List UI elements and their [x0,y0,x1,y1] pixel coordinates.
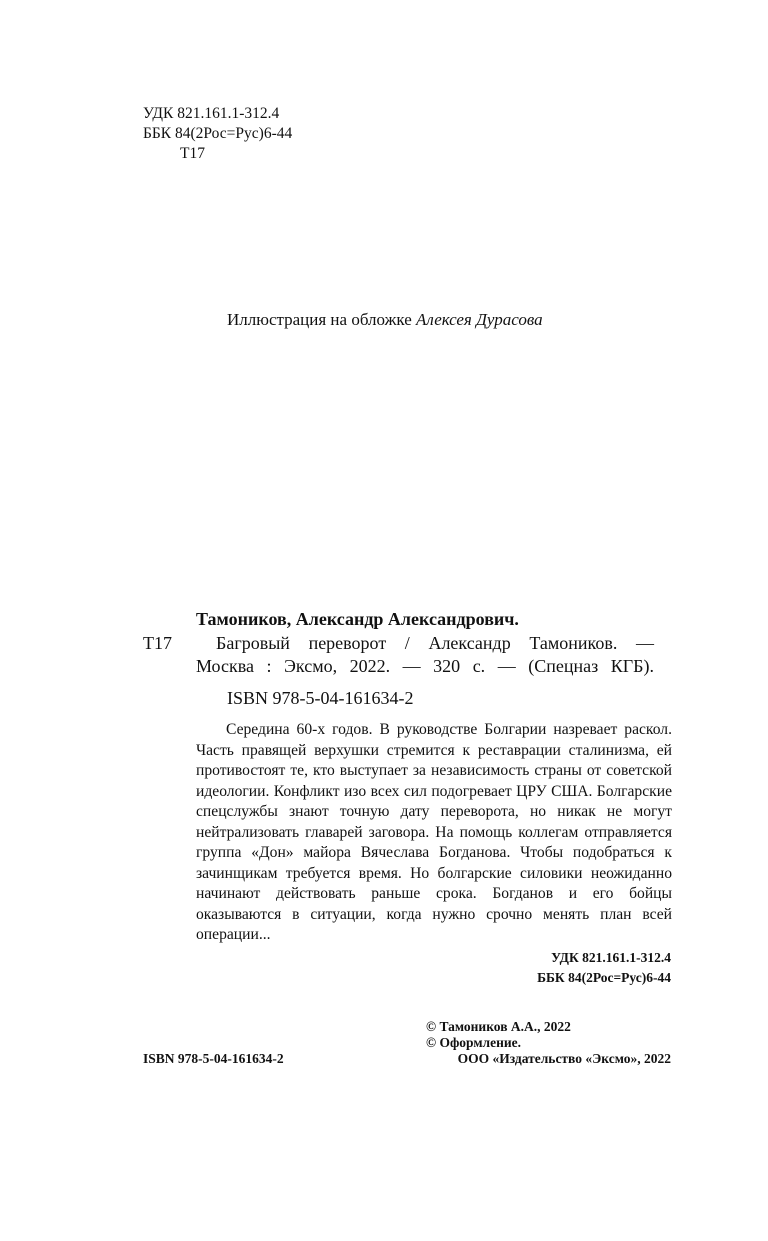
copyright-design: © Оформление. [426,1035,522,1050]
bib-title-line2: Москва : Эксмо, 2022. — 320 с. — (Спецназ КГБ). [196,656,654,676]
illustration-artist: Алексея Дурасова [416,310,543,329]
bib-title-line1: Багровый переворот / Александр Тамоников. — [216,633,654,653]
copyright-publisher: ООО «Издательство «Эксмо», 2022 [457,1051,671,1066]
footer-bbk: ББК 84(2Рос=Рус)6-44 [537,970,671,985]
bib-author: Тамоников, Александр Александрович. [196,609,519,629]
author-mark: Т17 [180,145,205,162]
copyright-author: © Тамоников А.А., 2022 [426,1019,571,1034]
bib-isbn: ISBN 978-5-04-161634-2 [227,688,414,708]
illustration-credit [227,310,543,330]
annotation-text: Середина 60-х годов. В руководстве Болгарии назревает раскол. Часть правящей верхушки стремится к реставрации сталинизма, ей противостоят те, кто выступает за независимость страны от советской идеологии. Конфликт изо всех сил подогревает ЦРУ США. Болгарские спецслужбы знают точную дату переворота, но никак не могут нейтрализовать главарей заговора. На помощь коллегам отправляется группа «Дон» майора Вячеслава Богданова. Чтобы подобраться к зачинщикам требуется время. Но болгарские силовики неожиданно начинают действовать раньше срока. Богданов и его бойцы оказываются в ситуации, когда нужно срочно менять план всей операции... [196,721,672,943]
udk-code: УДК 821.161.1-312.4 [143,105,280,122]
bib-author-mark: Т17 [143,633,172,653]
illustration-prefix: Иллюстрация на обложке [227,310,416,329]
bbk-code: ББК 84(2Рос=Рус)6-44 [143,125,293,142]
footer-isbn: ISBN 978-5-04-161634-2 [143,1051,284,1066]
footer-udk: УДК 821.161.1-312.4 [551,950,671,965]
